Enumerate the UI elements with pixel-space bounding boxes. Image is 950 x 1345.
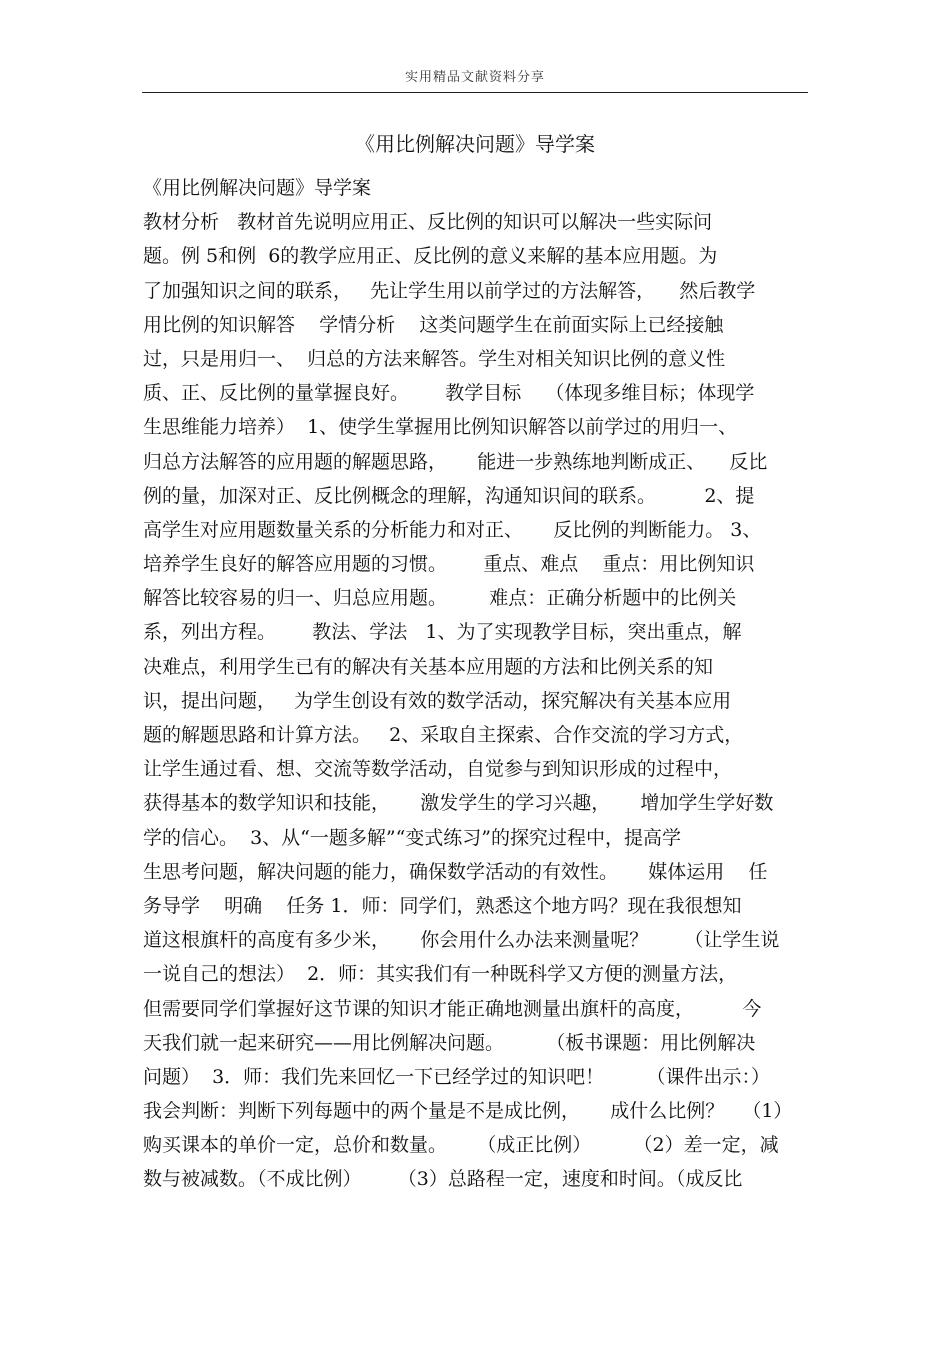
body-line-11: 高学生对应用题数量关系的分析能力和对正、 反比例的判断能力。 3、: [143, 518, 762, 541]
body-line-18: 让学生通过看、想、交流等数学活动，自觉参与到知识形成的过程中，: [143, 758, 733, 781]
body-line-8: 生思维能力培养） 1、使学生掌握用比例知识解答以前学过的用归一、: [143, 416, 738, 439]
body-line-30: 数与被减数。（不成比例） （3）总路程一定，速度和时间。（成反比: [143, 1168, 743, 1191]
document-title: 《用比例解决问题》导学案: [355, 132, 595, 156]
body-line-25: 但需要同学们掌握好这节课的知识才能正确地测量出旗杆的高度， 今: [143, 997, 762, 1020]
body-line-19: 获得基本的数学知识和技能， 激发学生的学习兴趣， 增加学生学好数: [143, 792, 774, 815]
body-line-20: 学的信心。 3、从“一题多解”“变式练习”的探究过程中，提高学: [143, 826, 682, 849]
body-line-24: 一说自己的想法） 2．师：其实我们有一种既科学又方便的测量方法，: [143, 963, 738, 986]
body-line-14: 系，列出方程。 教法、学法 1、为了实现教学目标，突出重点，解: [143, 621, 742, 644]
body-line-1: 《用比例解决问题》导学案: [143, 177, 372, 199]
body-line-2: 教材分析 教材首先说明应用正、反比例的知识可以解决一些实际问: [143, 211, 713, 234]
body-line-3: 题。例 5和例 6的教学应用正、反比例的意义来解的基本应用题。为: [143, 245, 718, 268]
body-line-16: 识，提出问题， 为学生创设有效的数学活动，探究解决有关基本应用: [143, 689, 732, 712]
body-line-13: 解答比较容易的归一、归总应用题。 难点：正确分析题中的比例关: [143, 587, 737, 610]
body-line-4: 了加强知识之间的联系， 先让学生用以前学过的方法解答， 然后教学: [143, 279, 756, 302]
body-line-5: 用比例的知识解答 学情分析 这类问题学生在前面实际上已经接触: [143, 313, 724, 336]
body-line-29: 购买课本的单价一定，总价和数量。 （成正比例） （2）差一定，减: [143, 1134, 779, 1157]
body-line-26: 天我们就一起来研究——用比例解决问题。 （板书课题：用比例解决: [143, 1031, 756, 1054]
body-line-28: 我会判断：判断下列每题中的两个量是不是成比例， 成什么比例？ （1）: [143, 1100, 793, 1123]
body-line-12: 培养学生良好的解答应用题的习惯。 重点、难点 重点：用比例知识: [143, 553, 755, 576]
body-line-23: 道这根旗杆的高度有多少米， 你会用什么办法来测量呢？ （让学生说: [143, 929, 780, 952]
header-divider: [142, 92, 808, 93]
body-line-15: 决难点，利用学生已有的解决有关基本应用题的方法和比例关系的知: [143, 655, 714, 678]
body-line-22: 务导学 明确 任务 1．师：同学们，熟悉这个地方吗？现在我很想知: [143, 894, 742, 917]
body-line-7: 质、正、反比例的量掌握良好。 教学目标 （体现多维目标；体现学: [143, 382, 755, 405]
body-line-17: 题的解题思路和计算方法。 2、采取自主探索、合作交流的学习方式，: [143, 724, 744, 746]
body-line-10: 例的量，加深对正、反比例概念的理解，沟通知识间的联系。 2、提: [143, 484, 755, 507]
body-line-21: 生思考问题，解决问题的能力，确保数学活动的有效性。 媒体运用 任: [143, 860, 768, 883]
page-header-text: 实用精品文献资料分享: [404, 70, 545, 85]
body-line-6: 过，只是用归一、 归总的方法来解答。学生对相关知识比例的意义性: [143, 347, 726, 370]
document-body: [143, 171, 823, 1197]
body-line-9: 归总方法解答的应用题的解题思路， 能进一步熟练地判断成正、 反比: [143, 450, 768, 473]
body-line-27: 问题） 3．师：我们先来回忆一下已经学过的知识吧！ （课件出示：）: [143, 1065, 770, 1088]
